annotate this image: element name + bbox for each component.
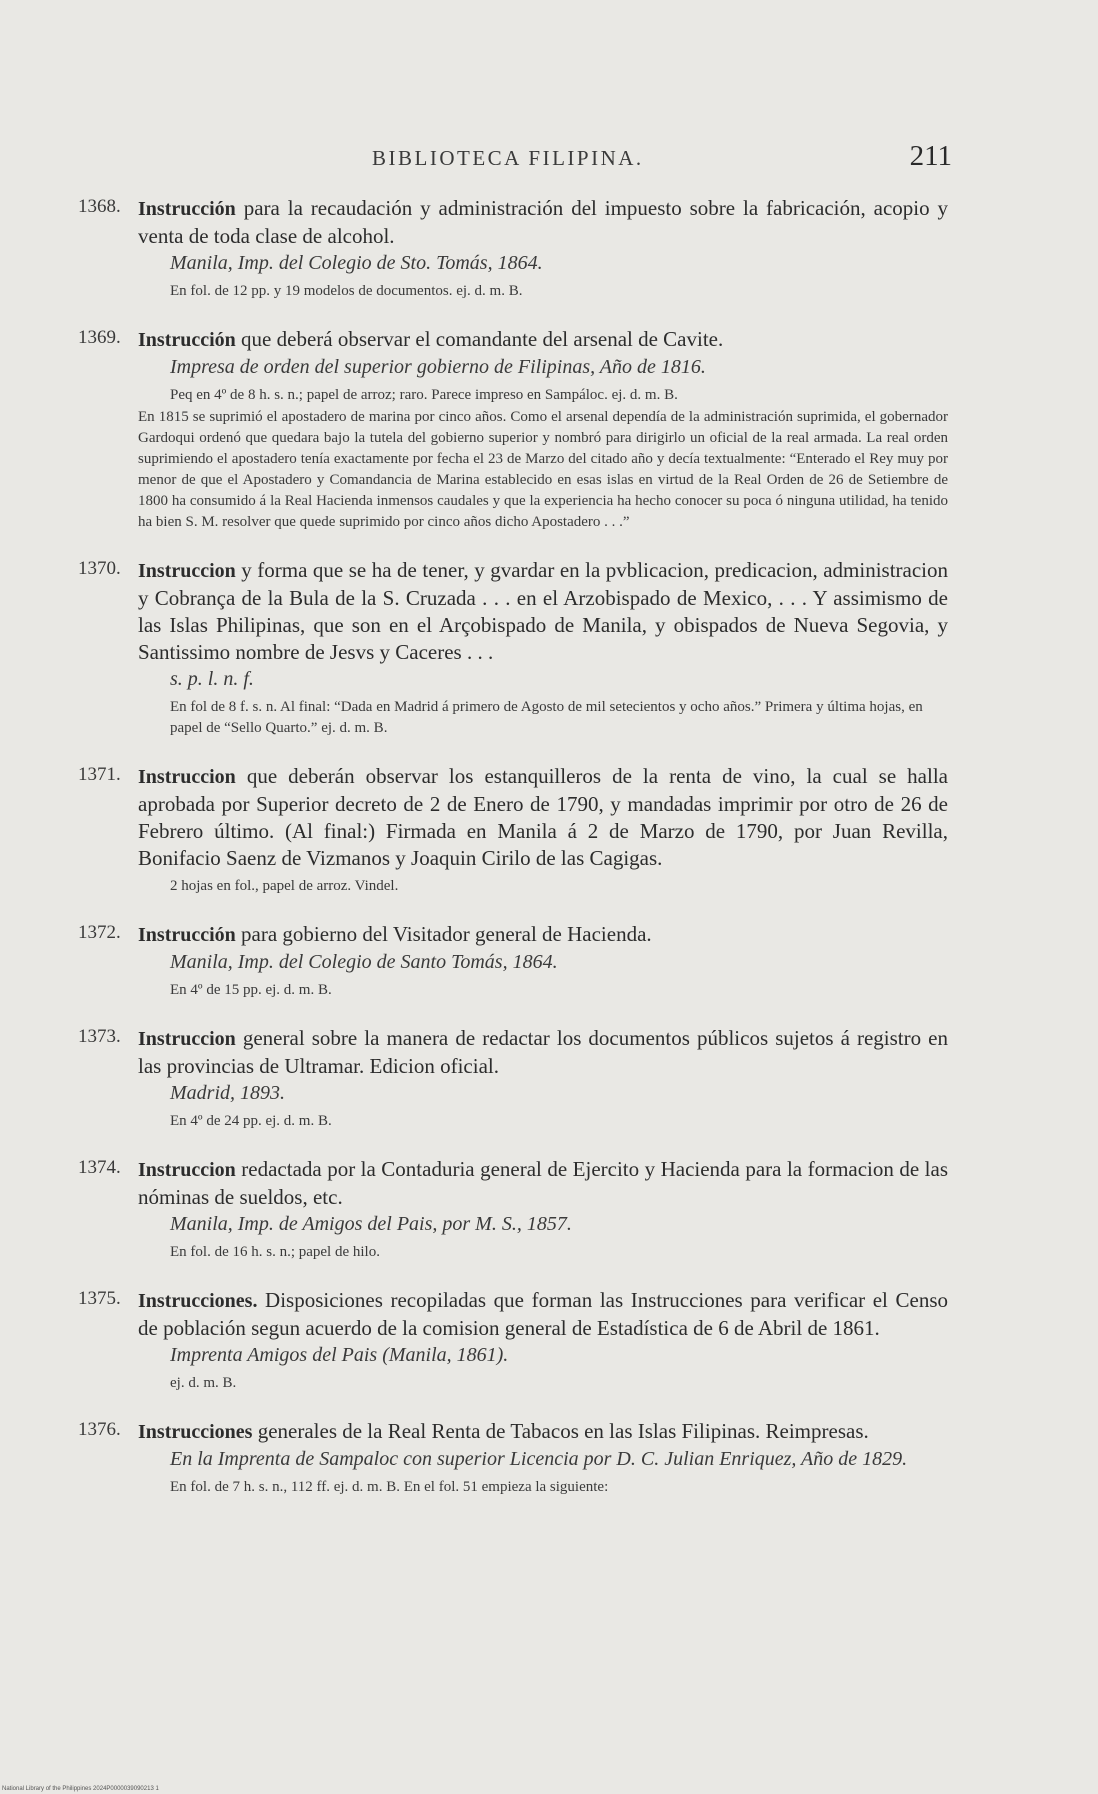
entry-title <box>138 1025 948 1080</box>
entry-number: 1369. <box>78 327 121 348</box>
entry-collation: En fol. de 12 pp. y 19 modelos de documentos. ej. d. m. B. <box>170 283 523 299</box>
entry-number: 1373. <box>78 1026 121 1047</box>
entry-imprint: Manila, Imp. del Colegio de Sto. Tomás, 1864. <box>170 252 543 274</box>
entry-1371 <box>78 763 948 897</box>
entry-collation: En 4º de 24 pp. ej. d. m. B. <box>170 1113 332 1129</box>
entry-headword: Instrucción <box>138 329 236 351</box>
entry-title-text: general sobre la manera de redactar los documentos públicos sujetos á registro en las provincias de Ultramar. Edicion oficial. <box>138 1026 948 1078</box>
entry-headword: Instrucciones. <box>138 1290 258 1312</box>
entry-number: 1371. <box>78 764 121 785</box>
entries-list <box>78 195 948 1522</box>
entry-headword: Instrucción <box>138 924 236 946</box>
running-title: BIBLIOTECA FILIPINA. <box>372 146 644 170</box>
entry-number: 1376. <box>78 1419 121 1440</box>
entry-headword: Instruccion <box>138 560 236 582</box>
running-header <box>372 140 952 173</box>
entry-title-text: que deberán observar los estanquilleros de la renta de vino, la cual se halla aprobada por Superior decreto de 2 de Enero de 1790, y mandadas imprimir por otro de 26 de Febrero último. (Al final:) Firmada en Manila á 2 de Marzo de 1790, por Juan Revilla, Bonifacio Saenz de Vizmanos y Joaquin Cirilo de las Cagigas. <box>138 764 948 870</box>
entry-imprint: s. p. l. n. f. <box>170 668 254 690</box>
entry-title-text: generales de la Real Renta de Tabacos en las Islas Filipinas. Reimpresas. <box>257 1419 869 1443</box>
entry-title-text: Disposiciones recopiladas que forman las Instrucciones para verificar el Censo de población segun acuerdo de la comision general de Estadística de 6 de Abril de 1861. <box>138 1288 948 1340</box>
entry-collation: En fol. de 16 h. s. n.; papel de hilo. <box>170 1244 380 1260</box>
entry-title <box>138 1287 948 1342</box>
entry-1370 <box>78 557 948 739</box>
entry-collation: En fol de 8 f. s. n. Al final: “Dada en Madrid á primero de Agosto de mil setecientos y ocho años.” Primera y última hojas, en papel de “Sello Quarto.” ej. d. m. B. <box>170 699 923 736</box>
entry-headword: Instrucciones <box>138 1421 253 1443</box>
entry-1375 <box>78 1287 948 1394</box>
entry-number: 1372. <box>78 922 121 943</box>
entry-title <box>138 921 948 949</box>
entry-collation: En fol. de 7 h. s. n., 112 ff. ej. d. m. B. En el fol. 51 empieza la siguiente: <box>170 1479 609 1495</box>
entry-title <box>138 1156 948 1211</box>
entry-1368 <box>78 195 948 302</box>
entry-title <box>138 326 948 354</box>
entry-imprint: Manila, Imp. de Amigos del Pais, por M. S., 1857. <box>170 1213 572 1235</box>
entry-1373 <box>78 1025 948 1132</box>
entry-headword: Instruccion <box>138 1159 236 1181</box>
entry-collation: ej. d. m. B. <box>170 1375 237 1391</box>
entry-number: 1370. <box>78 558 121 579</box>
entry-headword: Instruccion <box>138 766 236 788</box>
scan-credit: National Library of the Philippines 2024P0000039090213 1 <box>2 1786 159 1792</box>
entry-number: 1375. <box>78 1288 121 1309</box>
entry-number: 1374. <box>78 1157 121 1178</box>
entry-collation: 2 hojas en fol., papel de arroz. Vindel. <box>170 878 399 894</box>
entry-title-text: para la recaudación y administración del impuesto sobre la fabricación, acopio y venta de toda clase de alcohol. <box>138 196 949 248</box>
entry-title-text: redactada por la Contaduria general de Ejercito y Hacienda para la formacion de las nóminas de sueldos, etc. <box>138 1157 948 1209</box>
entry-title <box>138 1418 948 1446</box>
entry-headword: Instrucción <box>138 198 236 220</box>
entry-collation: Peq en 4º de 8 h. s. n.; papel de arroz; raro. Parece impreso en Sampáloc. ej. d. m. B. <box>170 387 678 403</box>
entry-headword: Instruccion <box>138 1028 236 1050</box>
page-number: 211 <box>909 140 952 172</box>
entry-1376 <box>78 1418 948 1498</box>
entry-imprint: Impresa de orden del superior gobierno de Filipinas, Año de 1816. <box>170 356 706 378</box>
entry-title-text: y forma que se ha de tener, y gvardar en la pvblicacion, predicacion, administracion y Cobrança de la Bula de la S. Cruzada . . . en el Arzobispado de Mexico, . . . Y assimismo de las Islas Philipinas, que son en el Arçobispado de Manila, y obispados de Nueva Segovia, y Santissimo nombre de Jesvs y Caceres . . . <box>138 558 949 664</box>
entry-title <box>138 763 948 872</box>
entry-title-text: para gobierno del Visitador general de Hacienda. <box>241 922 652 946</box>
entry-1369 <box>78 326 948 533</box>
entry-imprint: Manila, Imp. del Colegio de Santo Tomás, 1864. <box>170 951 558 973</box>
entry-1374 <box>78 1156 948 1263</box>
entry-imprint: En la Imprenta de Sampaloc con superior Licencia por D. C. Julian Enriquez, Año de 1829. <box>170 1448 908 1470</box>
entry-imprint: Madrid, 1893. <box>170 1082 285 1104</box>
entry-imprint: Imprenta Amigos del Pais (Manila, 1861). <box>170 1344 509 1366</box>
entry-collation: En 4º de 15 pp. ej. d. m. B. <box>170 982 332 998</box>
entry-title <box>138 557 948 666</box>
entry-title-text: que deberá observar el comandante del arsenal de Cavite. <box>241 327 724 351</box>
entry-note: En 1815 se suprimió el apostadero de marina por cinco años. Como el arsenal dependía de la administración suprimida, el gobernador Gardoqui ordenó que quedara bajo la tutela del gobierno superior y nombró para dirigirlo un oficial de la real armada. La real orden suprimiendo el apostadero tenía exactamente por fecha el 23 de Marzo del citado año y decía textualmente: “Enterado el Rey muy por menor de que el Apostadero y Comandancia de Marina establecido en esas islas en virtud de la Real Orden de 26 de Setiembre de 1800 ha consumido á la Real Hacienda inmensos caudales y que la experiencia ha hecho conocer su poca ó ninguna utilidad, ha tenido ha bien S. M. resolver que quede suprimido por cinco años dicho Apostadero . . .” <box>138 409 948 530</box>
entry-1372 <box>78 921 948 1001</box>
entry-title <box>138 195 948 250</box>
entry-number: 1368. <box>78 196 121 217</box>
